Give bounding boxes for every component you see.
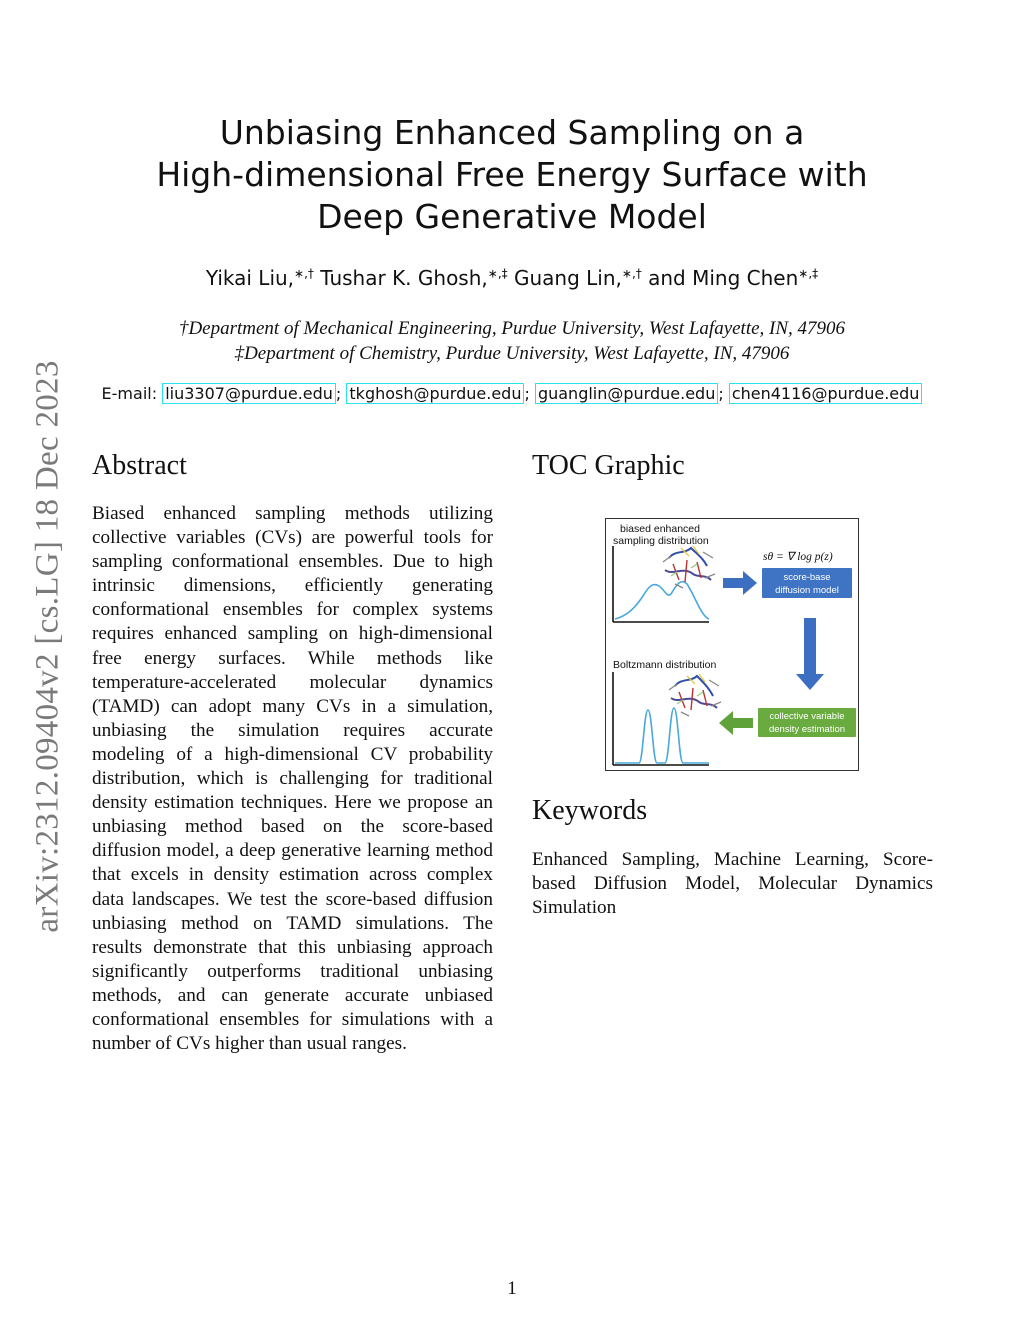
affiliation-line: ‡Department of Chemistry, Purdue University, West Lafayette, IN, 47906 [234,343,790,364]
toc-graphic [605,518,859,771]
cv-box-line2: density estimation [768,724,846,735]
title-line: Deep Generative Model [317,197,707,236]
keywords-text: Enhanced Sampling, Machine Learning, Score-based Diffusion Model, Molecular Dynamics Simulation [532,849,933,919]
email-link[interactable]: chen4116@purdue.edu [729,383,923,404]
title-line: High-dimensional Free Energy Surface with [156,155,868,194]
arxiv-identifier [30,352,66,940]
keywords-heading: Keywords [532,795,648,826]
email-link[interactable]: tkghosh@purdue.edu [346,383,524,404]
email-separator: ; [718,384,724,403]
abstract-heading: Abstract [92,450,187,481]
affiliations [100,316,924,366]
author-list [100,266,924,290]
score-equation: sθ = ∇ log p(z) [763,551,833,563]
score-box-line1: score-base [783,572,831,583]
email-separator: ; [524,384,530,403]
toc-heading: TOC Graphic [532,450,685,481]
arxiv-identifier-text: arXiv:2312.09404v2 [cs.LG] 18 Dec 2023 [29,359,66,933]
email-link[interactable]: liu3307@purdue.edu [162,383,336,404]
affiliation-line: †Department of Mechanical Engineering, Purdue University, West Lafayette, IN, 47906 [178,318,846,339]
author-name: and Ming Chen [648,266,799,290]
abstract-text: Biased enhanced sampling methods utilizing collective variables (CVs) are powerful tools for sampling conformational ensembles. Due to high intrinsic dimensions, efficiently generating conformational ensembles for complex systems requires enhanced sampling on high-dimensional free energy surfaces. While methods like temperature-accelerated molecular dynamics (TAMD) can adopt many CVs in a simulation, unbiasing the simulation requires accurate modeling of a high-dimensional CV probability distribution, which is challenging for traditional density estimation techniques. Here we propose an unbiasing method based on the score-based diffusion model, a deep generative learning method that excels in density estimation across complex data landscapes. We test the score-based diffusion unbiasing method on TAMD simulations. The results demonstrate that this unbiasing approach significantly outperforms traditional unbiasing methods, and can generate accurate unbiased conformational ensembles for simulations with a number of CVs higher than usual ranges. [92,503,493,1055]
email-link[interactable]: guanglin@purdue.edu [535,383,718,404]
author-name: Guang Lin, [514,266,622,290]
email-separator: ; [335,384,342,403]
email-label: E-mail: [101,384,158,403]
score-box-line2: diffusion model [775,585,839,596]
author-marks: ∗,‡ [798,266,819,281]
title-line: Unbiasing Enhanced Sampling on a [219,113,805,152]
author-marks: ∗,† [294,266,314,281]
author-name: Yikai Liu, [205,266,295,290]
author-name: Tushar K. Ghosh, [320,266,488,290]
paper-title [100,112,924,238]
author-marks: ∗,† [621,266,642,281]
toc-bottom-label: Boltzmann distribution [613,659,717,671]
toc-top-label-line1: biased enhanced [620,523,700,535]
toc-top-label-line2: sampling distribution [613,535,709,547]
email-line [60,384,964,403]
page-number: 1 [507,1278,517,1299]
cv-box-line1: collective variable [769,711,845,722]
author-marks: ∗,‡ [487,266,508,281]
